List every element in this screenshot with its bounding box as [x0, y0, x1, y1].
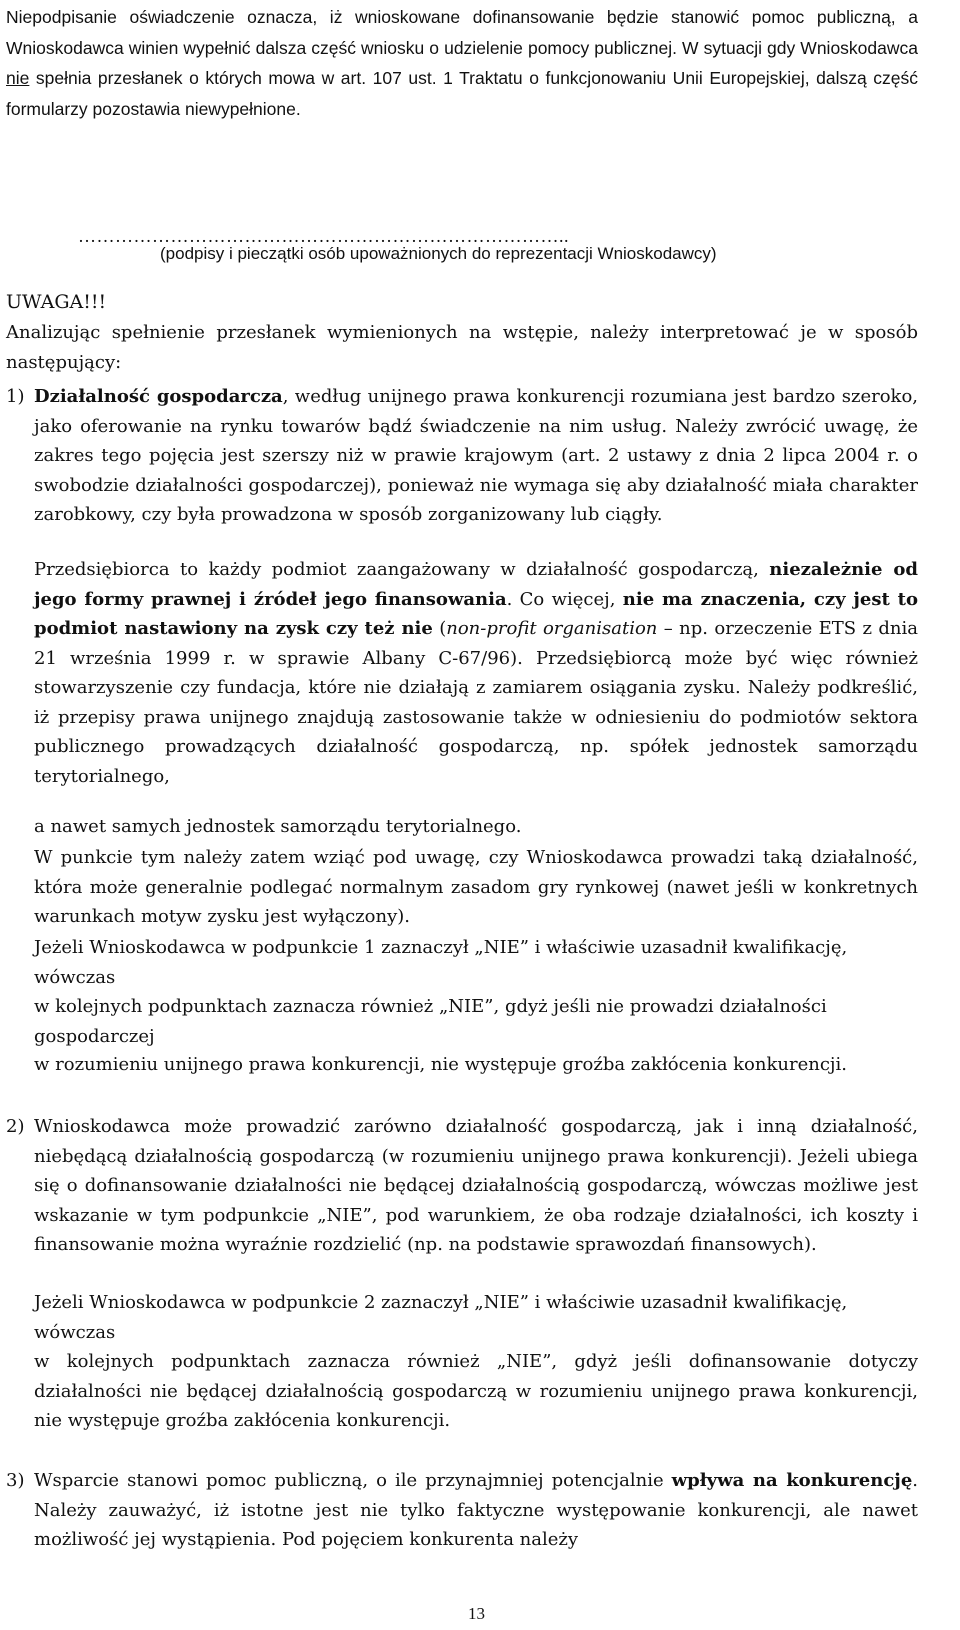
point1-paragraph-1 — [34, 382, 918, 530]
point1-p2-last-line: a nawet samych jednostek samorządu terytorialnego. — [34, 816, 522, 837]
warning-heading: UWAGA!!! — [6, 291, 107, 313]
point1-p1-text: , według unijnego prawa konkurencji rozumiana jest bardzo szeroko, jako oferowanie na rynku towarów bądź świadczenie na nim usług. Należy zwrócić uwagę, że zakres tego pojęcia jest szerszy niż w prawie krajowym (art. 2 ustawy z dnia 2 lipca 2004 r. o swobodzie działalności gospodarczej), ponieważ nie wymaga się aby działalność miała charakter zarobkowy, czy była prowadzona w sposób zorganizowany lub ciągły. — [34, 386, 919, 525]
point1-p2-text-c: ( — [432, 618, 447, 639]
point1-p2-text-d: – np. orzeczenie ETS z dnia 21 września 1999 r. w sprawie Albany C-67/96). Przedsiębiorcą może być więc również stowarzyszenie czy fundacja, które nie działają z zamiarem osiągania zysku. Należy podkreślić, iż przepisy prawa unijnego znajdują zastosowanie także w odniesieniu do podmiotów sektora publicznego prowadzących działalność gospodarczą, np. spółek jednostek samorządu terytorialnego, — [34, 618, 918, 787]
point3-paragraph — [34, 1466, 918, 1555]
point3-number: 3) — [6, 1470, 25, 1491]
page-number: 13 — [468, 1604, 485, 1623]
point1-p2-text-b: . Co więcej, — [506, 588, 623, 610]
point1-paragraph-2 — [34, 555, 918, 791]
intro-underlined-word: nie — [6, 68, 30, 88]
point1-paragraph-4-line-1: Jeżeli Wnioskodawca w podpunkcie 1 zaznaczył „NIE” i właściwie uzasadnił kwalifikację, wówczas — [34, 937, 848, 988]
point2-paragraph-1: Wnioskodawca może prowadzić zarówno działalność gospodarczą, jak i inną działalność, niebędącą działalnością gospodarczą (w rozumieniu unijnego prawa konkurencji). Jeżeli ubiega się o dofinansowanie działalności nie będącej działalnością gospodarczą, wówczas możliwe jest wskazanie w tym podpunkcie „NIE”, pod warunkiem, że oba rodzaje działalności, ich koszty i finansowanie można wyraźnie rozdzielić (np. na podstawie sprawozdań finansowych). — [34, 1116, 918, 1255]
signature-line: …………………………………………………………………….. — [78, 226, 569, 246]
point1-p2-bold-2: nie ma znaczenia, czy jest to podmiot nastawiony na zysk czy też nie — [34, 588, 918, 639]
signature-caption: (podpisy i pieczątki osób upoważnionych do reprezentacji Wnioskodawcy) — [160, 244, 717, 263]
intro-text-1: Niepodpisanie oświadczenie oznacza, iż wnioskowane dofinansowanie będzie stanowić pomoc publiczną, a Wnioskodawca winien wypełnić dalsza część wniosku o udzielenie pomocy publicznej. W sytuacji gdy Wnioskodawca — [6, 7, 918, 58]
warning-intro: Analizując spełnienie przesłanek wymienionych na wstępie, należy interpretować je w sposób następujący: — [6, 322, 918, 373]
point1-number: 1) — [6, 386, 25, 407]
point1-p2-text-a: Przedsiębiorca to każdy podmiot zaangażowany w działalność gospodarczą, — [34, 559, 770, 580]
point2-paragraph-2-line-2: w kolejnych podpunktach zaznacza również „NIE”, gdyż jeśli dofinansowanie dotyczy działalności nie będącej działalnością gospodarczą w rozumieniu unijnego prawa konkurencji, nie występuje groźba zakłócenia konkurencji. — [34, 1351, 918, 1431]
point1-p2-italic: non-profit organisation — [446, 618, 658, 639]
point1-p2-bold-1: niezależnie od jego formy prawnej i źródeł jego finansowania — [34, 559, 918, 610]
point3-text-a: Wsparcie stanowi pomoc publiczną, o ile przynajmniej potencjalnie — [34, 1470, 672, 1491]
point1-paragraph-4-line-3: w rozumieniu unijnego prawa konkurencji, nie występuje groźba zakłócenia konkurencji. — [34, 1054, 847, 1075]
point1-paragraph-3: W punkcie tym należy zatem wziąć pod uwagę, czy Wnioskodawca prowadzi taką działalność, która może generalnie podlegać normalnym zasadom gry rynkowej (nawet jeśli w konkretnych warunkach motyw zysku jest wyłączony). — [34, 847, 918, 927]
point2-paragraph-2-line-1: Jeżeli Wnioskodawca w podpunkcie 2 zaznaczył „NIE” i właściwie uzasadnił kwalifikację, wówczas — [34, 1292, 848, 1343]
point1-paragraph-4-line-2: w kolejnych podpunktach zaznacza również „NIE”, gdyż jeśli nie prowadzi działalności gospodarczej — [34, 996, 827, 1047]
point2-number: 2) — [6, 1116, 25, 1137]
intro-paragraph — [6, 2, 918, 124]
point1-bold-term: Działalność gospodarcza — [34, 386, 283, 407]
intro-text-2: spełnia przesłanek o których mowa w art. 107 ust. 1 Traktatu o funkcjonowaniu Unii Europejskiej, dalszą część formularzy pozostawia niewypełnione. — [6, 68, 918, 119]
point3-text-b: . Należy zauważyć, iż istotne jest nie tylko faktyczne występowanie konkurencji, ale nawet możliwość jej wystąpienia. Pod pojęciem konkurenta należy — [34, 1470, 919, 1550]
point3-bold: wpływa na konkurencję — [671, 1470, 913, 1491]
